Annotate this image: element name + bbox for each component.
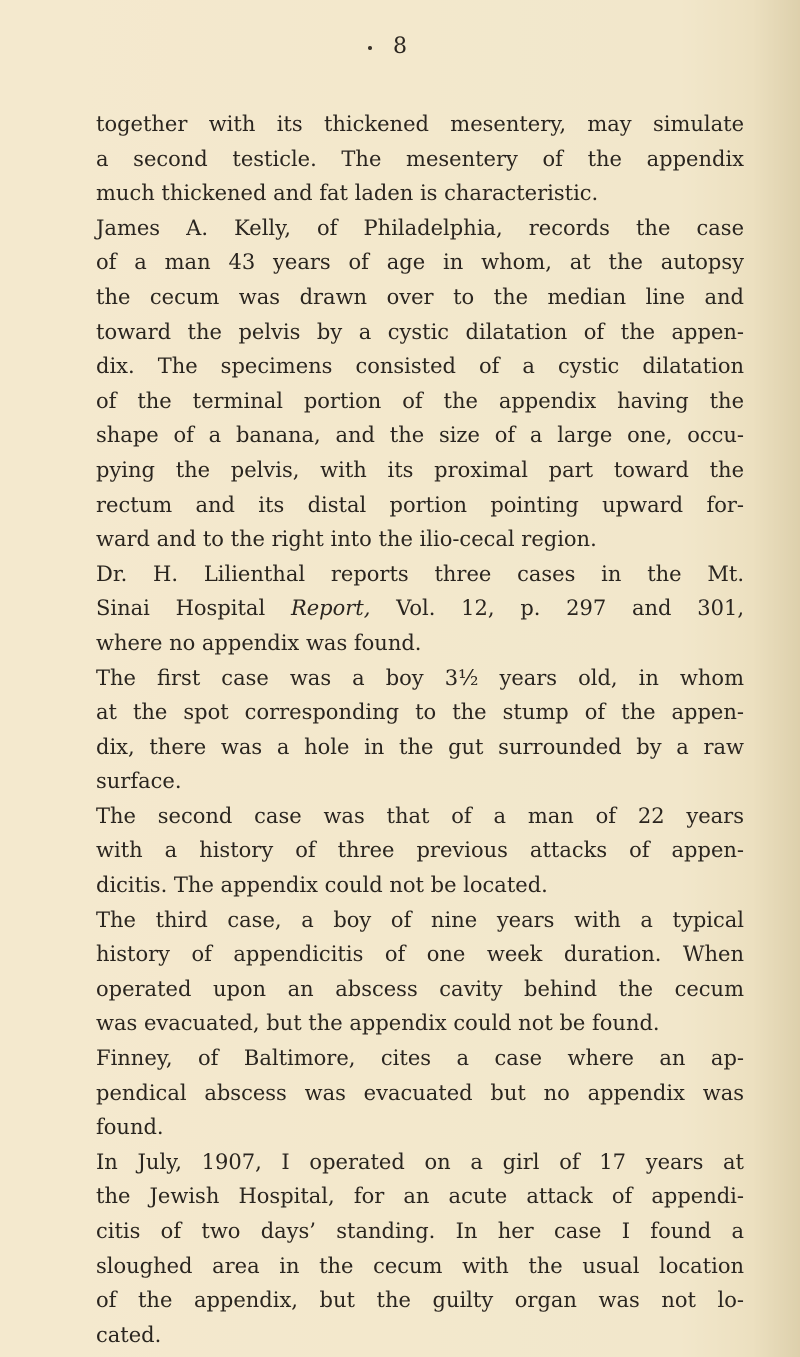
text-line: found. (96, 1115, 164, 1140)
text-line: the cecum was drawn over to the median line and (96, 284, 744, 309)
text-line: at the spot corresponding to the stump of the appen- (96, 700, 744, 725)
text-fragment: Sinai Hospital (96, 596, 266, 621)
text-line: cated. (96, 1322, 162, 1347)
page-number: 8 (393, 34, 407, 59)
paragraph-second-case (96, 799, 744, 903)
text-line: James A. Kelly, of Philadelphia, records the case (96, 215, 744, 240)
body-text (96, 107, 744, 1352)
text-line: operated upon an abscess cavity behind the cecum (96, 976, 744, 1001)
text-line: In July, 1907, I operated on a girl of 17 years at (96, 1149, 744, 1174)
text-line: rectum and its distal portion pointing upward for- (96, 492, 744, 517)
paragraph-lilienthal (96, 557, 744, 661)
paragraph-third-case (96, 903, 744, 1041)
text-line (96, 591, 744, 626)
text-line: pying the pelvis, with its proximal part toward the (96, 457, 744, 482)
paragraph-testicle (96, 107, 744, 211)
text-line: where no appendix was found. (96, 630, 422, 655)
text-line: Finney, of Baltimore, cites a case where an ap- (96, 1046, 744, 1071)
text-line: dicitis. The appendix could not be located. (96, 873, 548, 898)
text-line: dix, there was a hole in the gut surrounded by a raw (96, 734, 744, 759)
text-line: dix. The specimens consisted of a cystic dilatation (96, 354, 744, 379)
text-line: The first case was a boy 3½ years old, in whom (96, 665, 744, 690)
paragraph-finney (96, 1041, 744, 1145)
text-line: with a history of three previous attacks of appen- (96, 838, 744, 863)
text-line: of a man 43 years of age in whom, at the autopsy (96, 250, 744, 275)
text-line: of the appendix, but the guilty organ was not lo- (96, 1288, 744, 1313)
text-line: surface. (96, 769, 182, 794)
text-line: shape of a banana, and the size of a large one, occu- (96, 423, 744, 448)
paragraph-july-1907 (96, 1145, 744, 1353)
text-line: sloughed area in the cecum with the usual location (96, 1253, 744, 1278)
printer-mark (368, 46, 372, 50)
text-line: a second testicle. The mesentery of the appendix (96, 146, 744, 171)
text-line: the Jewish Hospital, for an acute attack of appendi- (96, 1184, 744, 1209)
text-line: history of appendicitis of one week duration. When (96, 942, 744, 967)
text-line: The second case was that of a man of 22 years (96, 803, 744, 828)
report-title: Report, (290, 596, 371, 621)
text-line: pendical abscess was evacuated but no appendix was (96, 1080, 744, 1105)
paragraph-kelly (96, 211, 744, 557)
text-line: Dr. H. Lilienthal reports three cases in the Mt. (96, 561, 744, 586)
text-line: together with its thickened mesentery, may simulate (96, 112, 744, 136)
text-line: citis of two days’ standing. In her case I found a (96, 1219, 744, 1243)
text-line: much thickened and fat laden is characteristic. (96, 181, 599, 206)
text-line: of the terminal portion of the appendix having the (96, 388, 744, 413)
text-line: toward the pelvis by a cystic dilatation of the appen- (96, 319, 744, 344)
text-line: was evacuated, but the appendix could not be found. (96, 1011, 660, 1036)
text-line: The third case, a boy of nine years with a typical (96, 907, 744, 932)
text-fragment: Vol. 12, p. 297 and 301, (396, 596, 744, 621)
text-line: ward and to the right into the ilio-cecal region. (96, 527, 597, 552)
paragraph-first-case (96, 661, 744, 799)
